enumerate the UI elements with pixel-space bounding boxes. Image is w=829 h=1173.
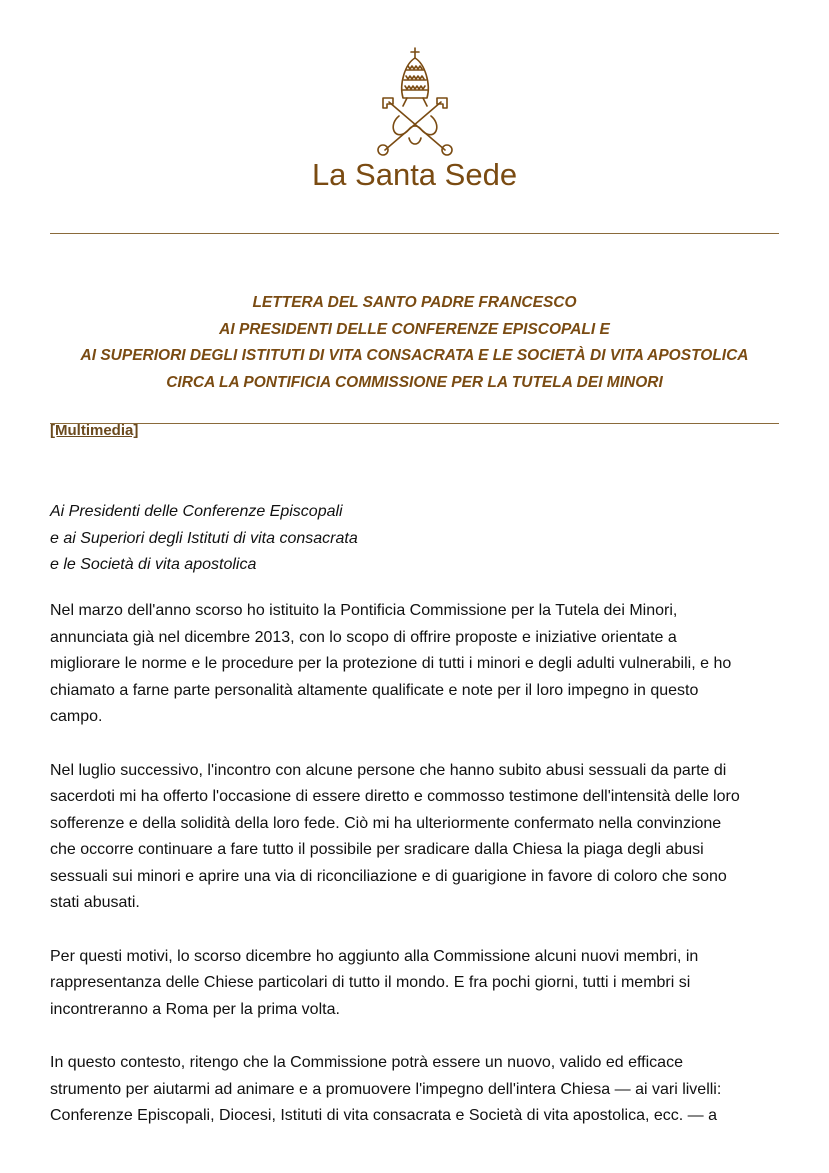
text-line: incontreranno a Roma per la prima volta.	[50, 1000, 340, 1018]
text-line: Per questi motivi, lo scorso dicembre ho aggiunto alla Commissione alcuni nuovi membri, in	[50, 947, 699, 965]
multimedia-link[interactable]: [Multimedia]	[50, 422, 139, 439]
text-line: Nel marzo dell'anno scorso ho istituito la Pontificia Commissione per la Tutela dei Minori,	[50, 602, 678, 619]
text-line: campo.	[50, 708, 103, 725]
text-line: In questo contesto, ritengo che la Commissione potrà essere un nuovo, valido ed efficace	[50, 1054, 683, 1071]
text-line: annunciata già nel dicembre 2013, con lo scopo di offrire proposte e iniziative orientate a	[50, 628, 677, 646]
site-title[interactable]: La Santa Sede	[311, 157, 518, 192]
text-line: sofferenze e della solidità della loro fede. Ciò mi ha ulteriormente confermato nella convinzione	[50, 814, 722, 832]
text-line: chiamato a farne parte personalità altamente qualificate e note per il loro impegno in questo	[50, 681, 699, 699]
paragraph	[50, 944, 790, 1024]
text-line: sacerdoti mi ha offerto l'occasione di essere diretto e commosso testimone dell'intensità delle loro	[50, 788, 740, 805]
letter-title-line: AI SUPERIORI DEGLI ISTITUTI DI VITA CONSACRATA E LE SOCIETÀ DI VITA APOSTOLICA	[80, 347, 749, 364]
header-divider	[50, 233, 779, 234]
addressee-line: e ai Superiori degli Istituti di vita consacrata	[50, 529, 358, 547]
text-line: sessuali sui minori e aprire una via di riconciliazione e di guarigione in favore di coloro che sono	[50, 867, 727, 885]
title-divider	[50, 423, 779, 424]
letter-body	[50, 598, 790, 1157]
text-line: rappresentanza delle Chiese particolari di tutto il mondo. E fra pochi giorni, tutti i membri si	[50, 974, 691, 991]
letter-title-line: CIRCA LA PONTIFICIA COMMISSIONE PER LA TUTELA DEI MINORI	[166, 373, 663, 391]
paragraph	[50, 1050, 790, 1130]
text-line: Nel luglio successivo, l'incontro con alcune persone che hanno subito abusi sessuali da parte di	[50, 761, 727, 779]
addressees	[50, 499, 358, 579]
addressee-line: e le Società di vita apostolica	[50, 556, 257, 573]
text-line: Conferenze Episcopali, Diocesi, Istituti di vita consacrata e Società di vita apostolica, ecc. — a	[50, 1107, 717, 1124]
letter-title-line: LETTERA DEL SANTO PADRE FRANCESCO	[252, 294, 577, 311]
letter-title-line: AI PRESIDENTI DELLE CONFERENZE EPISCOPALI E	[219, 320, 610, 338]
text-line: stati abusati.	[50, 894, 140, 911]
text-line: strumento per aiutarmi ad animare e a promuovere l'impegno dell'intera Chiesa — ai vari livelli:	[50, 1080, 722, 1098]
text-line: migliorare le norme e le procedure per la protezione di tutti i minori e degli adulti vulnerabili, e ho	[50, 655, 732, 672]
letter-title	[0, 290, 829, 396]
paragraph	[50, 598, 790, 731]
papal-coat-of-arms-icon	[369, 46, 461, 156]
addressee-line: Ai Presidenti delle Conferenze Episcopali	[50, 503, 343, 520]
text-line: che occorre continuare a fare tutto il possibile per sradicare dalla Chiesa la piaga degli abusi	[50, 841, 704, 858]
paragraph	[50, 758, 790, 917]
